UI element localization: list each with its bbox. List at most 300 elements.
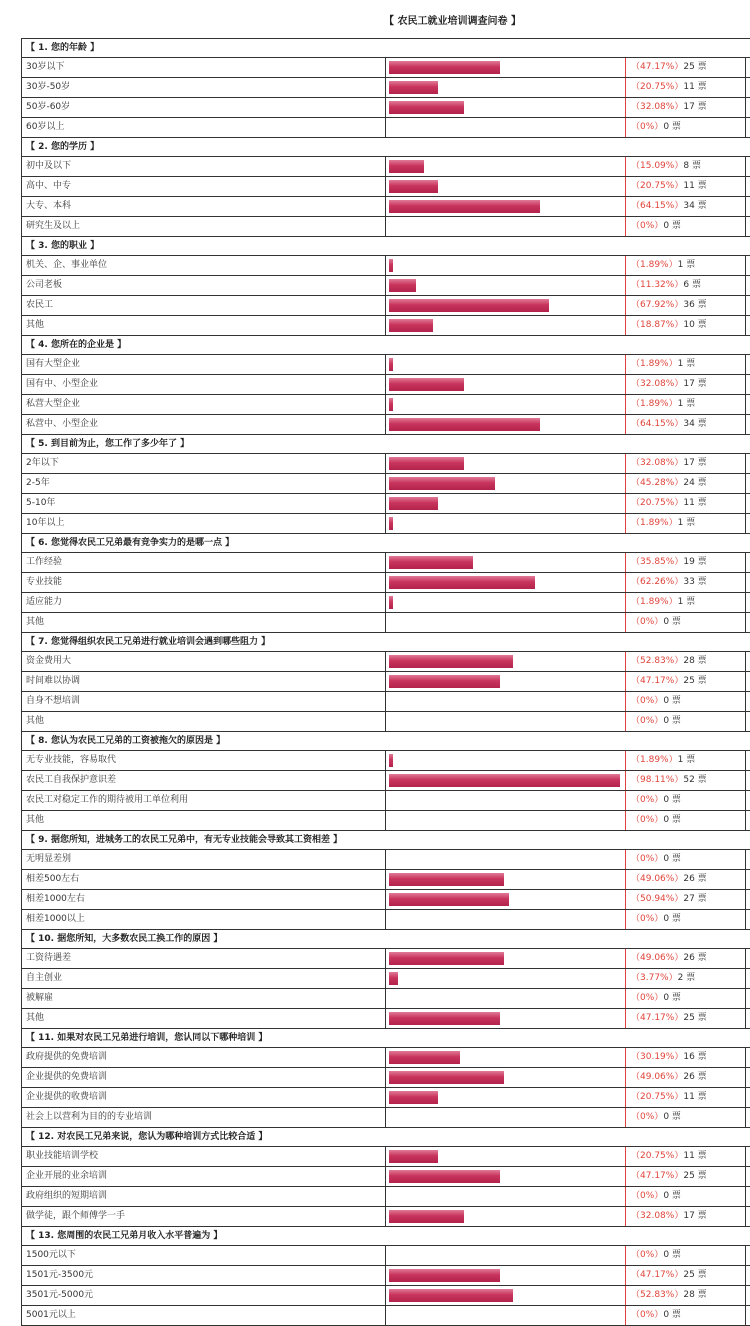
- option-row: [21, 1088, 750, 1108]
- vote-count: 24 票: [683, 478, 707, 488]
- result-bar: [389, 1170, 500, 1183]
- vote-count: 2 票: [677, 973, 696, 983]
- percent-value: 0%: [640, 716, 655, 726]
- percent-value: 50.94%: [640, 894, 675, 904]
- vote-count: 0 票: [663, 1250, 681, 1260]
- bar-cell: [386, 553, 626, 572]
- survey-results: [21, 38, 750, 1326]
- percent-value: 52.83%: [640, 656, 675, 666]
- option-label: 企业开展的业余培训: [22, 1167, 386, 1186]
- bar-cell: [386, 1167, 626, 1186]
- percent-value: 0%: [640, 696, 655, 706]
- vote-count: 8 票: [683, 161, 701, 171]
- percent-value: 1.89%: [640, 518, 669, 528]
- option-label: 相差500左右: [22, 870, 386, 889]
- percent-value: 98.11%: [640, 775, 675, 785]
- percent-close-paren: ）: [674, 320, 684, 330]
- vote-count: 25 票: [683, 62, 707, 72]
- percent-open-paren: （: [631, 617, 641, 627]
- result-bar: [389, 1051, 460, 1064]
- percent-open-paren: （: [631, 577, 641, 587]
- vote-count: 10 票: [683, 320, 707, 330]
- question-title: 【 2. 您的学历 】: [21, 138, 750, 157]
- bar-cell: [386, 1068, 626, 1087]
- result-stat: [626, 692, 746, 711]
- result-stat: [626, 1108, 746, 1127]
- bar-cell: [386, 1207, 626, 1226]
- result-bar: [389, 754, 393, 767]
- percent-open-paren: （: [631, 1092, 641, 1102]
- result-stat: [626, 276, 746, 295]
- bar-cell: [386, 375, 626, 394]
- bar-cell: [386, 276, 626, 295]
- vote-count: 16 票: [683, 1052, 707, 1062]
- option-label: 私营中、小型企业: [22, 415, 386, 434]
- result-stat: [626, 949, 746, 968]
- percent-close-paren: ）: [674, 1151, 684, 1161]
- percent-open-paren: （: [631, 280, 641, 290]
- option-row: [21, 672, 750, 692]
- percent-close-paren: ）: [674, 181, 684, 191]
- result-stat: [626, 1167, 746, 1186]
- vote-count: 0 票: [663, 696, 681, 706]
- vote-count: 34 票: [683, 201, 707, 211]
- percent-value: 47.17%: [640, 676, 675, 686]
- vote-count: 11 票: [683, 1151, 707, 1161]
- bar-cell: [386, 593, 626, 612]
- percent-open-paren: （: [631, 1013, 641, 1023]
- bar-cell: [386, 1286, 626, 1305]
- result-stat: [626, 1068, 746, 1087]
- percent-value: 32.08%: [640, 458, 675, 468]
- percent-open-paren: （: [631, 914, 641, 924]
- question-title: 【 5. 到目前为止，您工作了多少年了 】: [21, 435, 750, 454]
- result-stat: [626, 771, 746, 790]
- percent-close-paren: ）: [674, 1072, 684, 1082]
- option-row: [21, 553, 750, 573]
- percent-open-paren: （: [631, 102, 641, 112]
- percent-value: 52.83%: [640, 1290, 675, 1300]
- percent-value: 32.08%: [640, 379, 675, 389]
- option-label: 5001元以上: [22, 1306, 386, 1325]
- result-stat: [626, 395, 746, 414]
- result-stat: [626, 474, 746, 493]
- result-bar: [389, 1150, 438, 1163]
- percent-open-paren: （: [631, 161, 641, 171]
- option-row: [21, 1009, 750, 1029]
- vote-count: 0 票: [663, 617, 681, 627]
- vote-count: 26 票: [683, 953, 707, 963]
- percent-open-paren: （: [631, 874, 641, 884]
- percent-close-paren: ）: [654, 221, 664, 231]
- option-label: 资金费用大: [22, 652, 386, 671]
- percent-open-paren: （: [631, 1171, 641, 1181]
- percent-close-paren: ）: [654, 1191, 664, 1201]
- result-stat: [626, 1286, 746, 1305]
- option-row: [21, 1266, 750, 1286]
- bar-cell: [386, 672, 626, 691]
- option-row: [21, 613, 750, 633]
- vote-count: 0 票: [663, 1310, 681, 1320]
- vote-count: 27 票: [683, 894, 707, 904]
- option-label: 高中、中专: [22, 177, 386, 196]
- percent-open-paren: （: [631, 300, 641, 310]
- option-row: [21, 969, 750, 989]
- option-row: [21, 98, 750, 118]
- question-title: 【 4. 您所在的企业是 】: [21, 336, 750, 355]
- bar-cell: [386, 969, 626, 988]
- percent-open-paren: （: [631, 973, 641, 983]
- result-bar: [389, 576, 535, 589]
- option-label: 其他: [22, 811, 386, 830]
- percent-open-paren: （: [631, 656, 641, 666]
- percent-close-paren: ）: [674, 379, 684, 389]
- percent-value: 0%: [640, 795, 655, 805]
- percent-close-paren: ）: [668, 973, 678, 983]
- result-bar: [389, 497, 438, 510]
- bar-cell: [386, 454, 626, 473]
- option-row: [21, 1108, 750, 1128]
- option-row: [21, 910, 750, 930]
- bar-cell: [386, 256, 626, 275]
- option-label: 其他: [22, 613, 386, 632]
- vote-count: 0 票: [663, 221, 681, 231]
- option-label: 5-10年: [22, 494, 386, 513]
- option-row: [21, 316, 750, 336]
- option-row: [21, 217, 750, 237]
- percent-close-paren: ）: [654, 1310, 664, 1320]
- option-label: 1501元-3500元: [22, 1266, 386, 1285]
- percent-value: 15.09%: [640, 161, 675, 171]
- result-bar: [389, 160, 424, 173]
- percent-close-paren: ）: [674, 656, 684, 666]
- result-bar: [389, 517, 393, 530]
- percent-value: 30.19%: [640, 1052, 675, 1062]
- vote-count: 25 票: [683, 1013, 707, 1023]
- option-label: 其他: [22, 712, 386, 731]
- percent-close-paren: ）: [674, 894, 684, 904]
- result-stat: [626, 811, 746, 830]
- vote-count: 25 票: [683, 676, 707, 686]
- percent-open-paren: （: [631, 122, 641, 132]
- result-stat: [626, 256, 746, 275]
- option-row: [21, 989, 750, 1009]
- result-bar: [389, 259, 393, 272]
- percent-value: 20.75%: [640, 1151, 675, 1161]
- option-row: [21, 276, 750, 296]
- percent-open-paren: （: [631, 795, 641, 805]
- percent-open-paren: （: [631, 260, 641, 270]
- option-label: 工资待遇差: [22, 949, 386, 968]
- result-stat: [626, 553, 746, 572]
- percent-open-paren: （: [631, 1052, 641, 1062]
- percent-value: 47.17%: [640, 62, 675, 72]
- option-label: 政府提供的免费培训: [22, 1048, 386, 1067]
- result-stat: [626, 296, 746, 315]
- result-stat: [626, 494, 746, 513]
- option-row: [21, 197, 750, 217]
- bar-cell: [386, 1187, 626, 1206]
- percent-close-paren: ）: [674, 1270, 684, 1280]
- question-title: 【 10. 据您所知，大多数农民工换工作的原因 】: [21, 930, 750, 949]
- vote-count: 17 票: [683, 458, 707, 468]
- bar-cell: [386, 1009, 626, 1028]
- percent-value: 0%: [640, 1191, 655, 1201]
- percent-value: 20.75%: [640, 82, 675, 92]
- option-label: 无专业技能，容易取代: [22, 751, 386, 770]
- result-stat: [626, 157, 746, 176]
- percent-open-paren: （: [631, 1270, 641, 1280]
- option-row: [21, 395, 750, 415]
- result-stat: [626, 593, 746, 612]
- option-row: [21, 850, 750, 870]
- percent-close-paren: ）: [674, 874, 684, 884]
- option-label: 10年以上: [22, 514, 386, 533]
- result-bar: [389, 1269, 500, 1282]
- vote-count: 28 票: [683, 1290, 707, 1300]
- question-title: 【 9. 据您所知，进城务工的农民工兄弟中，有无专业技能会导致其工资相差 】: [21, 831, 750, 850]
- option-label: 企业提供的收费培训: [22, 1088, 386, 1107]
- percent-value: 47.17%: [640, 1013, 675, 1023]
- result-bar: [389, 655, 513, 668]
- bar-cell: [386, 1266, 626, 1285]
- question-title: 【 11. 如果对农民工兄弟进行培训，您认同以下哪种培训 】: [21, 1029, 750, 1048]
- option-label: 3501元-5000元: [22, 1286, 386, 1305]
- result-stat: [626, 751, 746, 770]
- percent-open-paren: （: [631, 1310, 641, 1320]
- bar-cell: [386, 1088, 626, 1107]
- percent-open-paren: （: [631, 815, 641, 825]
- result-stat: [626, 969, 746, 988]
- question-title: 【 7. 您觉得组织农民工兄弟进行就业培训会遇到哪些阻力 】: [21, 633, 750, 652]
- result-stat: [626, 78, 746, 97]
- percent-open-paren: （: [631, 379, 641, 389]
- vote-count: 0 票: [663, 914, 681, 924]
- percent-value: 0%: [640, 993, 655, 1003]
- bar-cell: [386, 1108, 626, 1127]
- question-title: 【 8. 您认为农民工兄弟的工资被拖欠的原因是 】: [21, 732, 750, 751]
- option-label: 机关、企、事业单位: [22, 256, 386, 275]
- percent-value: 0%: [640, 617, 655, 627]
- result-bar: [389, 61, 500, 74]
- result-bar: [389, 1210, 464, 1223]
- result-stat: [626, 1088, 746, 1107]
- percent-close-paren: ）: [654, 795, 664, 805]
- percent-close-paren: ）: [654, 1112, 664, 1122]
- bar-cell: [386, 1147, 626, 1166]
- result-bar: [389, 893, 509, 906]
- bar-cell: [386, 1048, 626, 1067]
- option-row: [21, 514, 750, 534]
- percent-close-paren: ）: [674, 498, 684, 508]
- option-row: [21, 375, 750, 395]
- bar-cell: [386, 692, 626, 711]
- vote-count: 0 票: [663, 716, 681, 726]
- bar-cell: [386, 573, 626, 592]
- bar-cell: [386, 415, 626, 434]
- option-row: [21, 296, 750, 316]
- option-row: [21, 712, 750, 732]
- percent-close-paren: ）: [654, 993, 664, 1003]
- vote-count: 17 票: [683, 1211, 707, 1221]
- bar-cell: [386, 771, 626, 790]
- percent-open-paren: （: [631, 399, 641, 409]
- bar-cell: [386, 514, 626, 533]
- percent-close-paren: ）: [674, 478, 684, 488]
- vote-count: 1 票: [677, 755, 696, 765]
- option-row: [21, 415, 750, 435]
- result-stat: [626, 573, 746, 592]
- result-bar: [389, 952, 504, 965]
- percent-close-paren: ）: [674, 1052, 684, 1062]
- vote-count: 26 票: [683, 874, 707, 884]
- result-stat: [626, 415, 746, 434]
- percent-value: 0%: [640, 815, 655, 825]
- percent-open-paren: （: [631, 62, 641, 72]
- percent-close-paren: ）: [654, 122, 664, 132]
- percent-close-paren: ）: [674, 1092, 684, 1102]
- question-title: 【 1. 您的年龄 】: [21, 39, 750, 58]
- percent-value: 47.17%: [640, 1171, 675, 1181]
- vote-count: 17 票: [683, 379, 707, 389]
- vote-count: 0 票: [663, 1112, 681, 1122]
- result-bar: [389, 180, 438, 193]
- option-label: 30岁-50岁: [22, 78, 386, 97]
- option-label: 职业技能培训学校: [22, 1147, 386, 1166]
- result-bar: [389, 675, 500, 688]
- result-stat: [626, 58, 746, 77]
- result-stat: [626, 850, 746, 869]
- percent-value: 1.89%: [640, 260, 669, 270]
- option-label: 大专、本科: [22, 197, 386, 216]
- bar-cell: [386, 751, 626, 770]
- percent-value: 67.92%: [640, 300, 675, 310]
- result-bar: [389, 1289, 513, 1302]
- percent-value: 45.28%: [640, 478, 675, 488]
- option-row: [21, 573, 750, 593]
- percent-value: 49.06%: [640, 874, 675, 884]
- percent-value: 11.32%: [640, 280, 675, 290]
- option-label: 适应能力: [22, 593, 386, 612]
- option-label: 工作经验: [22, 553, 386, 572]
- option-label: 1500元以下: [22, 1246, 386, 1265]
- vote-count: 1 票: [677, 399, 696, 409]
- option-label: 初中及以下: [22, 157, 386, 176]
- percent-close-paren: ）: [654, 716, 664, 726]
- bar-cell: [386, 316, 626, 335]
- result-stat: [626, 890, 746, 909]
- percent-value: 49.06%: [640, 953, 675, 963]
- vote-count: 25 票: [683, 1171, 707, 1181]
- option-row: [21, 890, 750, 910]
- percent-value: 64.15%: [640, 419, 675, 429]
- option-label: 相差1000左右: [22, 890, 386, 909]
- percent-close-paren: ）: [674, 557, 684, 567]
- percent-close-paren: ）: [674, 82, 684, 92]
- result-stat: [626, 1266, 746, 1285]
- result-stat: [626, 1048, 746, 1067]
- percent-value: 20.75%: [640, 498, 675, 508]
- bar-cell: [386, 712, 626, 731]
- bar-cell: [386, 850, 626, 869]
- option-label: 60岁以上: [22, 118, 386, 137]
- option-label: 私营大型企业: [22, 395, 386, 414]
- question-title: 【 13. 您周围的农民工兄弟月收入水平普遍为 】: [21, 1227, 750, 1246]
- result-bar: [389, 398, 393, 411]
- result-stat: [626, 355, 746, 374]
- question-title: 【 3. 您的职业 】: [21, 237, 750, 256]
- option-row: [21, 78, 750, 98]
- option-row: [21, 494, 750, 514]
- percent-open-paren: （: [631, 894, 641, 904]
- result-bar: [389, 596, 393, 609]
- option-label: 时间难以协调: [22, 672, 386, 691]
- option-row: [21, 751, 750, 771]
- option-label: 专业技能: [22, 573, 386, 592]
- result-stat: [626, 177, 746, 196]
- result-stat: [626, 672, 746, 691]
- percent-open-paren: （: [631, 993, 641, 1003]
- percent-close-paren: ）: [674, 775, 684, 785]
- result-stat: [626, 118, 746, 137]
- result-bar: [389, 200, 540, 213]
- vote-count: 0 票: [663, 122, 681, 132]
- result-stat: [626, 217, 746, 236]
- option-row: [21, 256, 750, 276]
- vote-count: 33 票: [683, 577, 707, 587]
- result-bar: [389, 972, 398, 985]
- option-label: 自身不想培训: [22, 692, 386, 711]
- result-stat: [626, 712, 746, 731]
- option-row: [21, 157, 750, 177]
- percent-close-paren: ）: [654, 854, 664, 864]
- bar-cell: [386, 217, 626, 236]
- bar-cell: [386, 395, 626, 414]
- bar-cell: [386, 811, 626, 830]
- vote-count: 25 票: [683, 1270, 707, 1280]
- option-label: 相差1000以上: [22, 910, 386, 929]
- percent-close-paren: ）: [674, 102, 684, 112]
- percent-open-paren: （: [631, 1151, 641, 1161]
- bar-cell: [386, 652, 626, 671]
- percent-close-paren: ）: [674, 676, 684, 686]
- option-row: [21, 1187, 750, 1207]
- option-label: 做学徒，跟个师傅学一手: [22, 1207, 386, 1226]
- option-label: 30岁以下: [22, 58, 386, 77]
- vote-count: 17 票: [683, 102, 707, 112]
- percent-close-paren: ）: [674, 953, 684, 963]
- bar-cell: [386, 355, 626, 374]
- option-label: 50岁-60岁: [22, 98, 386, 117]
- option-row: [21, 771, 750, 791]
- vote-count: 19 票: [683, 557, 707, 567]
- result-bar: [389, 457, 464, 470]
- bar-cell: [386, 890, 626, 909]
- percent-open-paren: （: [631, 359, 641, 369]
- percent-value: 49.06%: [640, 1072, 675, 1082]
- percent-open-paren: （: [631, 557, 641, 567]
- result-bar: [389, 81, 438, 94]
- result-stat: [626, 613, 746, 632]
- percent-value: 64.15%: [640, 201, 675, 211]
- result-stat: [626, 1207, 746, 1226]
- bar-cell: [386, 1246, 626, 1265]
- option-label: 公司老板: [22, 276, 386, 295]
- option-row: [21, 949, 750, 969]
- option-row: [21, 652, 750, 672]
- question-title: 【 6. 您觉得农民工兄弟最有竞争实力的是哪一点 】: [21, 534, 750, 553]
- percent-value: 1.89%: [640, 359, 669, 369]
